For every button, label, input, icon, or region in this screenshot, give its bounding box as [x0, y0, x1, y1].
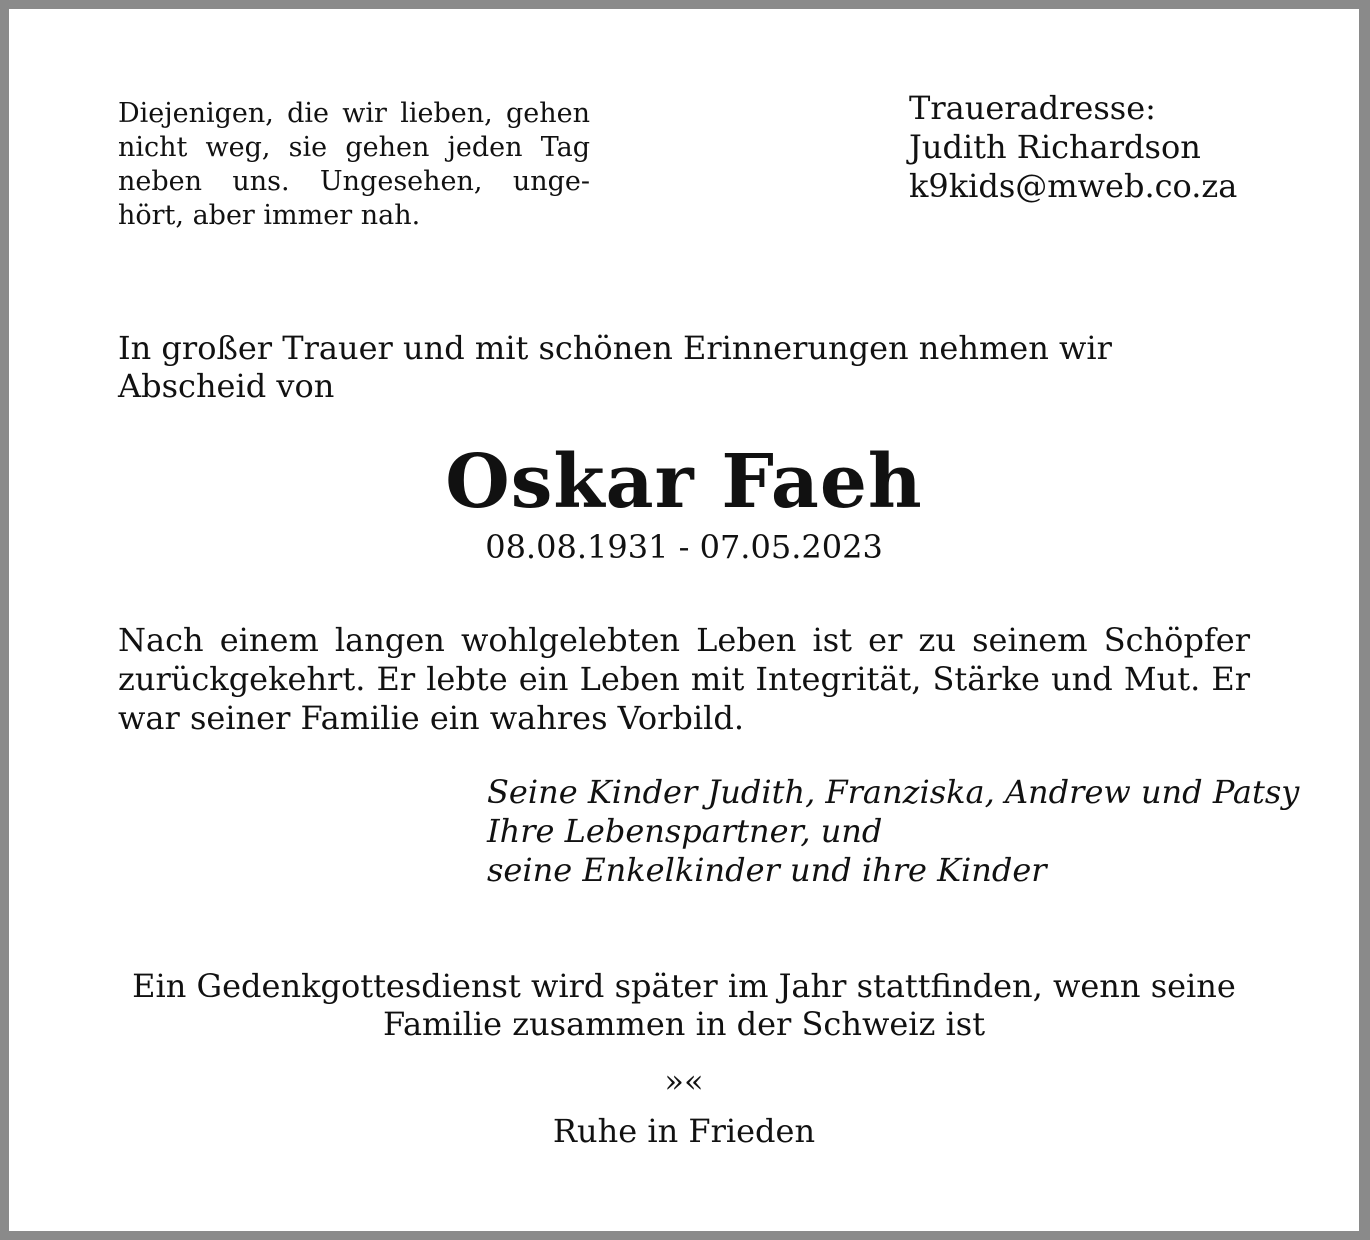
quote-line: neben uns. Ungesehen, unge-	[118, 166, 590, 197]
tribute-line: war seiner Familie ein wahres Vorbild.	[118, 699, 745, 737]
family-line: Ihre Lebenspartner, und	[487, 812, 883, 850]
tribute-line: Nach einem langen wohlgelebten Leben ist er zu seinem Schöpfer	[118, 621, 1250, 659]
address-name: Judith Richardson	[909, 128, 1201, 166]
life-dates: 08.08.1931 - 07.05.2023	[485, 528, 883, 566]
memorial-quote	[118, 97, 590, 233]
mourning-address	[909, 89, 1237, 206]
quote-line: nicht weg, sie gehen jeden Tag	[118, 132, 590, 163]
ornament-divider: »«	[664, 1062, 704, 1100]
service-line: Familie zusammen in der Schweiz ist	[382, 1005, 986, 1043]
intro-text: In großer Trauer und mit schönen Erinnerungen nehmen wir Abscheid von	[118, 329, 1112, 405]
tribute-text	[118, 621, 1250, 738]
closing-text: Ruhe in Frieden	[552, 1112, 816, 1150]
quote-line: Diejenigen, die wir lieben, gehen	[118, 98, 590, 129]
address-label: Traueradresse:	[909, 89, 1156, 127]
address-email: k9kids@mweb.co.za	[909, 167, 1238, 205]
family-signature	[487, 773, 1299, 890]
family-line: seine Enkelkinder und ihre Kinder	[487, 851, 1047, 889]
memorial-service-note	[9, 967, 1359, 1043]
deceased-name: Oskar Faeh	[445, 439, 923, 525]
family-line: Seine Kinder Judith, Franziska, Andrew und Patsy	[487, 773, 1300, 811]
tribute-line: zurückgekehrt. Er lebte ein Leben mit Integrität, Stärke und Mut. Er	[118, 660, 1250, 698]
service-line: Ein Gedenkgottesdienst wird später im Jahr stattfinden, wenn seine	[132, 967, 1236, 1005]
obituary-page	[9, 9, 1359, 1231]
quote-line: hört, aber immer nah.	[118, 200, 421, 231]
